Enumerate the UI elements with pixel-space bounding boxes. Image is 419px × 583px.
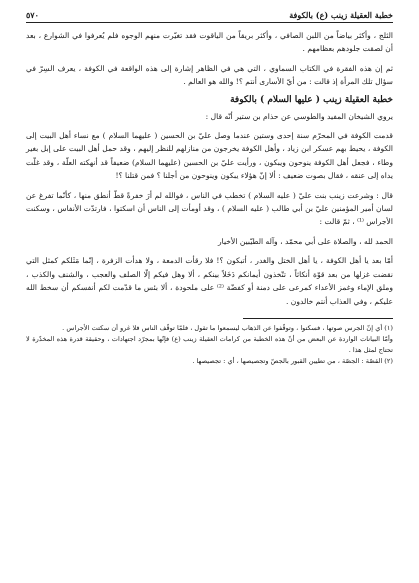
footnote: (٢) القصّة : الجصّة ، من تطيين القبور بالجصّ وتجصيصها ، أي : تجصيصها . xyxy=(192,356,393,365)
paragraph: قدمت الكوفة في المحرّم سنة إحدى وستين عندما وصل عليّ بن الحسين ( عليهما السلام ) مع نساء أهل البيت إلى الكوفة ، يحيط بهم عسكر ابن زياد ، وأهل الكوفة يخرجون من منازلهم للنظر إليهم ، وقد حمل أهل البيت على إبل بغير وطاء ، فجعل أهل الكوفة ينوحون ويبكون ، ورأيت عليّ بن الحسين (عليهما السلام) ضعيفاً قد أنهكته العلّة ، وقد غلّت يداه إلى عنقه ، فقال بصوت ضعيف : ألا إنّ هؤلاء يبكون وينوحون من أجلنا ؟ فمن قتلنا ؟! xyxy=(26,131,393,181)
footnote: (١) أي إنّ الجرس صوتها ، فسكتوا ، وتوقّفوا عن الذهاب ليسمعوا ما تقول ، فلمّا توقّف الناس فلا غرو أن سكتت الأجراس . xyxy=(62,323,393,332)
footnotes xyxy=(26,323,393,367)
main-text xyxy=(26,29,393,308)
paragraph: قال : وشرعت زينب بنت عليّ ( عليه السلام ) تخطب في الناس ، فوالله لم أرَ خفرةً قطّ أنطق منها ، كأنّما تفرغ عن لسان أمير المؤمنين عليّ بن أبي طالب ( عليه السلام ) ، وقد أومأت إلى الناس أن اسكتوا ، فارتدّت الأنفاس ، وسكنت الأجراس ⁽¹⁾ ، ثمّ قالت : xyxy=(26,190,393,227)
running-title: خطبة العقيلة زينب (ع) بالكوفة xyxy=(289,10,393,20)
header-rule xyxy=(26,22,393,23)
section-title: خطبة العقيلة زينب ( عليها السلام ) بالكوفة xyxy=(230,94,393,105)
footnote-rule xyxy=(243,318,393,319)
paragraph: يروي الشيخان المفيد والطوسي عن حذام بن ستير أنّه قال : xyxy=(205,111,393,121)
paragraph: أمّا بعد يا أهل الكوفة ، يا أهل الختل والغدر ، أتبكون ؟! فلا رقأت الدمعة ، ولا هدأت الزفرة ، إنّما مَثَلكم كمثل التي نقضت غزلها من بعد قوّة أنكاثاً ، تتّخذون أيمانكم دَخَلاً بينكم ، ألا وهل فيكم إلّا الصلف والعجب ، والشنف والكذب ، وملق الإماء وغمز الأعداء كمرعى على دمنة أو كفضّة ⁽²⁾ على ملحودة ، ألا بئس ما قدّمت لكم أنفسكم أن سخط الله عليكم ، وفي العذاب أنتم خالدون . xyxy=(26,256,393,306)
paragraph: الحمد لله ، والصلاة على أبي محمّد ، وآله الطيّبين الأخيار xyxy=(218,236,393,246)
paragraph: ثم إن هذه الفقرة في الكتاب السماوي ، التي هي في الظاهر إشارة إلى هذه الواقعة في الكوفة ، يعرف السِرّ في سؤال تلك المرأة إذ قالت : من أيّ الأسارى أنتم ؟! والله هو العالم . xyxy=(26,63,393,87)
page-number: ٥٧٠ xyxy=(26,10,39,20)
footnote: وأمّا البيانات الواردة عن البعض من أنّ هذه الخطبة من كرامات العقيلة زينب (ع) فإنّها بمجرّد اجتهادات ، وحقيقة قدرة هذه المخدّرة لا تحتاج لمثل هذا . xyxy=(26,334,393,354)
paragraph: الثلج ، وأكثر بياضاً من اللبن الصافي ، وأكثر بريقاً من الياقوت فقد تغيّرت منهم الوجوه فلم يُعرفوا في الشوارع ، بعد أن لصقت جلودهم بعظامهم . xyxy=(26,31,393,54)
page-header xyxy=(26,6,393,20)
